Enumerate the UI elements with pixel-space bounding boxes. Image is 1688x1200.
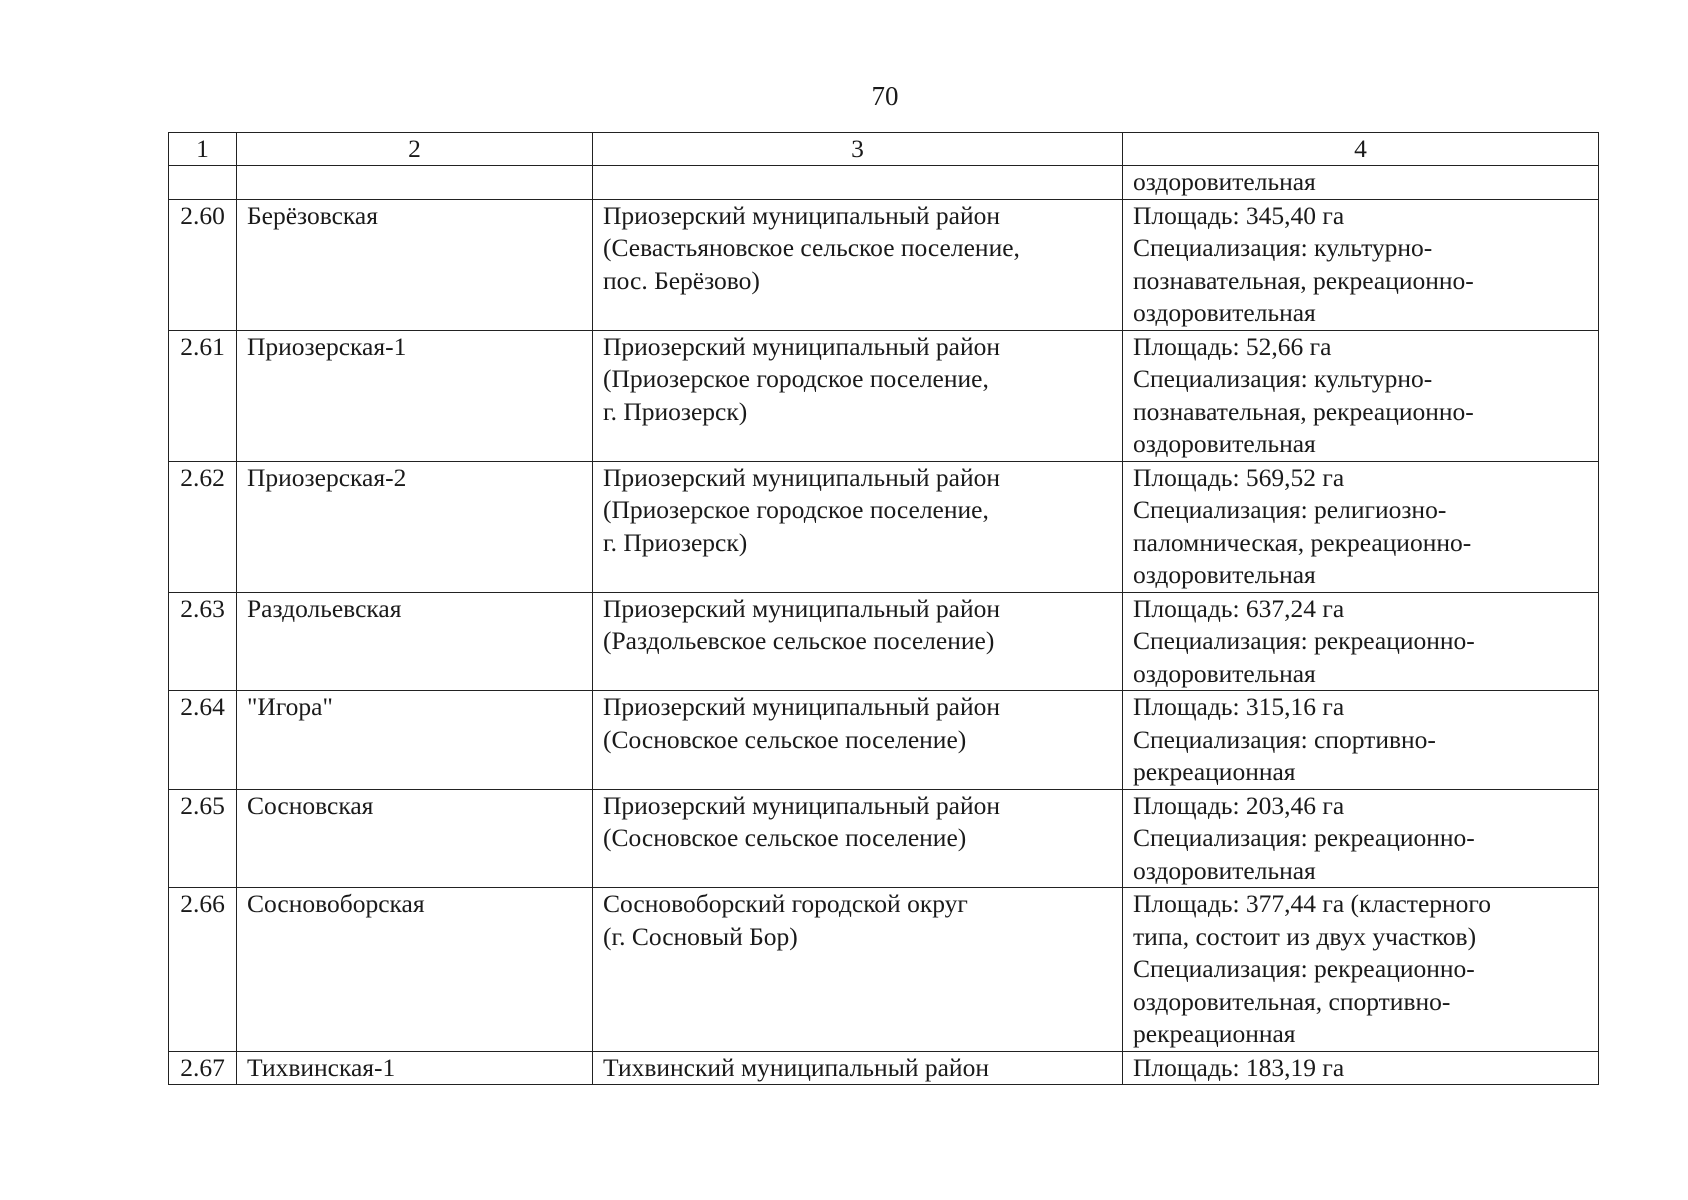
location-line: г. Приозерск) [603, 396, 748, 426]
details-cell [1123, 789, 1599, 888]
zone-name-cell: Сосновоборская [237, 888, 593, 1052]
details-line: оздоровительная [1133, 658, 1316, 688]
details-line: Специализация: культурно- [1133, 233, 1433, 262]
location-line: (Приозерское городское поселение, [603, 364, 989, 393]
location-line: (г. Сосновый Бор) [603, 921, 798, 951]
table-row [169, 461, 1599, 592]
location-cell [593, 789, 1123, 888]
zone-name-cell: Приозерская-1 [237, 330, 593, 461]
table-row [169, 592, 1599, 691]
location-line: Приозерский муниципальный район [603, 692, 1001, 721]
location-cell [593, 888, 1123, 1052]
location-line: Приозерский муниципальный район [603, 790, 1001, 820]
location-cell [593, 330, 1123, 461]
row-number-cell: 2.65 [169, 789, 237, 888]
details-line: Специализация: рекреационно- [1133, 626, 1475, 655]
row-number-cell: 2.64 [169, 691, 237, 790]
location-line: Приозерский муниципальный район [603, 200, 1001, 230]
location-line: г. Приозерск) [603, 527, 748, 557]
location-cell [593, 1051, 1123, 1085]
details-cell [1123, 166, 1599, 200]
details-line: Площадь: 377,44 га (кластерного [1133, 889, 1491, 918]
details-line: оздоровительная [1133, 298, 1316, 327]
details-line: паломническая, рекреационно- [1133, 527, 1472, 557]
page-number: 70 [871, 81, 899, 111]
row-number-cell: 2.62 [169, 461, 237, 592]
table-row [169, 1051, 1599, 1085]
location-line: Приозерский муниципальный район [603, 462, 1001, 492]
zone-name-cell: Сосновская [237, 789, 593, 888]
details-cell [1123, 691, 1599, 790]
details-cell [1123, 592, 1599, 691]
zone-name-cell: "Игора" [237, 691, 593, 790]
details-line: Площадь: 52,66 га [1133, 331, 1332, 361]
row-number-cell: 2.63 [169, 592, 237, 691]
row-number-cell: 2.60 [169, 199, 237, 330]
location-cell [593, 461, 1123, 592]
location-line: Тихвинский муниципальный район [603, 1052, 989, 1082]
zone-name-cell: Раздольевская [237, 592, 593, 691]
details-cell [1123, 330, 1599, 461]
details-line: рекреационная [1133, 757, 1296, 786]
zones-table [168, 132, 1599, 1085]
row-number-cell: 2.61 [169, 330, 237, 461]
details-line: Специализация: культурно- [1133, 364, 1433, 393]
details-line: Площадь: 569,52 га [1133, 462, 1345, 492]
details-line: оздоровительная [1133, 429, 1316, 458]
location-line: (Сосновское сельское поселение) [603, 724, 967, 754]
details-cell [1123, 888, 1599, 1052]
location-line: (Раздольевское сельское поселение) [603, 626, 995, 655]
location-line: пос. Берёзово) [603, 265, 760, 295]
column-header-4: 4 [1123, 133, 1599, 166]
location-line: Приозерский муниципальный район [603, 331, 1001, 361]
location-line: Сосновоборский городской округ [603, 889, 968, 918]
details-cell [1123, 199, 1599, 330]
table-row [169, 888, 1599, 1052]
column-header-2: 2 [237, 133, 593, 166]
location-line: (Севастьяновское сельское поселение, [603, 233, 1020, 262]
zone-name-cell [237, 166, 593, 200]
column-header-1: 1 [169, 133, 237, 166]
table-header-row [169, 133, 1599, 166]
zone-name-cell: Берёзовская [237, 199, 593, 330]
zone-name-cell: Приозерская-2 [237, 461, 593, 592]
details-line: оздоровительная [1133, 167, 1316, 196]
location-cell [593, 166, 1123, 200]
row-number-cell: 2.67 [169, 1051, 237, 1085]
zone-name-cell: Тихвинская-1 [237, 1051, 593, 1085]
details-line: Специализация: религиозно- [1133, 495, 1447, 524]
details-cell [1123, 461, 1599, 592]
location-cell [593, 592, 1123, 691]
row-number-cell [169, 166, 237, 200]
location-line: (Сосновское сельское поселение) [603, 823, 967, 852]
location-line: (Приозерское городское поселение, [603, 495, 989, 524]
details-line: Специализация: спортивно- [1133, 724, 1436, 754]
details-line: оздоровительная [1133, 560, 1316, 589]
details-line: рекреационная [1133, 1019, 1296, 1048]
details-line: оздоровительная [1133, 855, 1316, 885]
details-line: типа, состоит из двух участков) [1133, 921, 1477, 951]
table-row [169, 330, 1599, 461]
row-number-cell: 2.66 [169, 888, 237, 1052]
details-line: Площадь: 203,46 га [1133, 790, 1345, 820]
details-line: Специализация: рекреационно- [1133, 954, 1475, 983]
table-row [169, 691, 1599, 790]
location-line: Приозерский муниципальный район [603, 593, 1001, 623]
details-line: Площадь: 345,40 га [1133, 200, 1345, 230]
column-header-3: 3 [593, 133, 1123, 166]
details-line: Площадь: 315,16 га [1133, 692, 1345, 721]
table-row [169, 199, 1599, 330]
location-cell [593, 199, 1123, 330]
details-cell [1123, 1051, 1599, 1085]
details-line: познавательная, рекреационно- [1133, 396, 1474, 426]
table-row [169, 789, 1599, 888]
details-line: оздоровительная, спортивно- [1133, 986, 1451, 1016]
details-line: познавательная, рекреационно- [1133, 265, 1474, 295]
location-cell [593, 691, 1123, 790]
table-row [169, 166, 1599, 200]
details-line: Специализация: рекреационно- [1133, 823, 1475, 852]
details-line: Площадь: 637,24 га [1133, 593, 1345, 623]
details-line: Площадь: 183,19 га [1133, 1052, 1345, 1082]
